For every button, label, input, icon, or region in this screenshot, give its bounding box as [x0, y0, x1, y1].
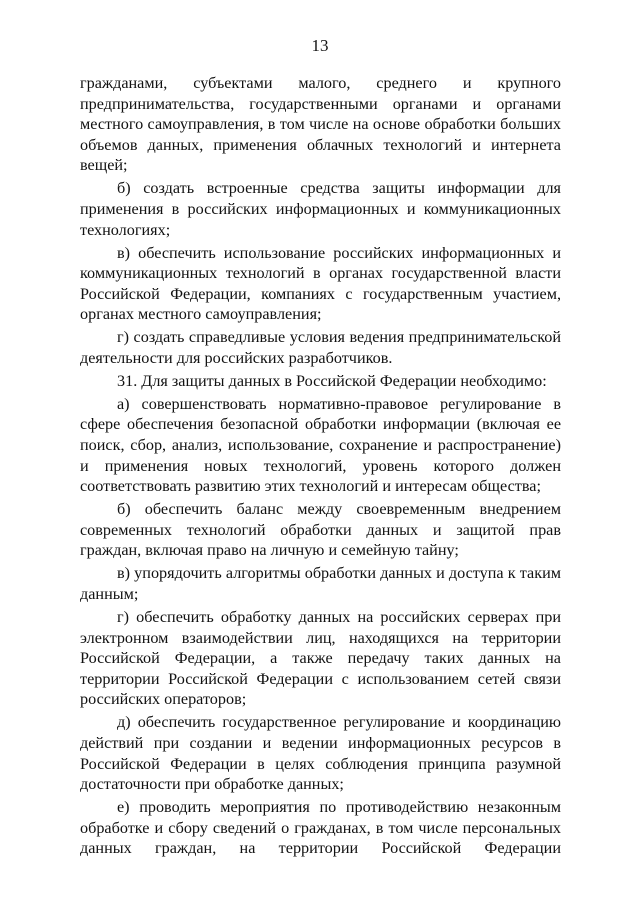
paragraph-item-g-russian-servers: г) обеспечить обработку данных на российских серверах при электронном взаимодействии лиц, находящихся на территории Российской Федерации, а также передачу таких данных на территории Российской Федерации с использованием сетей связи российских операторов;: [80, 607, 561, 709]
paragraph-item-d-state-regulation: д) обеспечить государственное регулирование и координацию действий при создании и ведении информационных ресурсов в Российской Федерации в целях соблюдения принципа разумной достаточности при обработке данных;: [80, 713, 561, 794]
paragraph-item-v-algorithms: в) упорядочить алгоритмы обработки данных и доступа к таким данным;: [80, 564, 561, 603]
paragraph-item-e-countermeasures: е) проводить мероприятия по противодействию незаконным обработке и сбору сведений о гражданах, в том числе персональных данных граждан, на территории Российской Федерации: [80, 798, 561, 858]
page-number: 13: [311, 36, 329, 55]
document-body: [80, 73, 561, 861]
paragraph-item-a-regulation: а) совершенствовать нормативно-правовое регулирование в сфере обеспечения безопасной обработки информации (включая ее поиск, сбор, анализ, использование, сохранение и распространение) и применения новых технологий, уровень которого должен соответствовать развитию этих технологий и интересам общества;: [80, 394, 561, 496]
paragraph-item-b-balance: б) обеспечить баланс между своевременным внедрением современных технологий обработки данных и защитой прав граждан, включая право на личную и семейную тайну;: [80, 500, 561, 560]
paragraph-section-31: 31. Для защиты данных в Российской Федерации необходимо:: [117, 371, 547, 390]
paragraph-item-v-use-russian-tech: в) обеспечить использование российских информационных и коммуникационных технологий в органах государственной власти Российской Федерации, компаниях с государственным участием, органах местного самоуправления;: [80, 243, 561, 324]
paragraph-continuation: гражданами, субъектами малого, среднего и крупного предпринимательства, государственными органами и органами местного самоуправления, в том числе на основе обработки больших объемов данных, применения облачных технологий и интернета вещей;: [80, 74, 561, 175]
paragraph-item-b-embedded-protection: б) создать встроенные средства защиты информации для применения в российских информационных и коммуникационных технологиях;: [80, 179, 561, 239]
paragraph-item-g-fair-conditions: г) создать справедливые условия ведения предпринимательской деятельности для российских разработчиков.: [80, 328, 561, 367]
